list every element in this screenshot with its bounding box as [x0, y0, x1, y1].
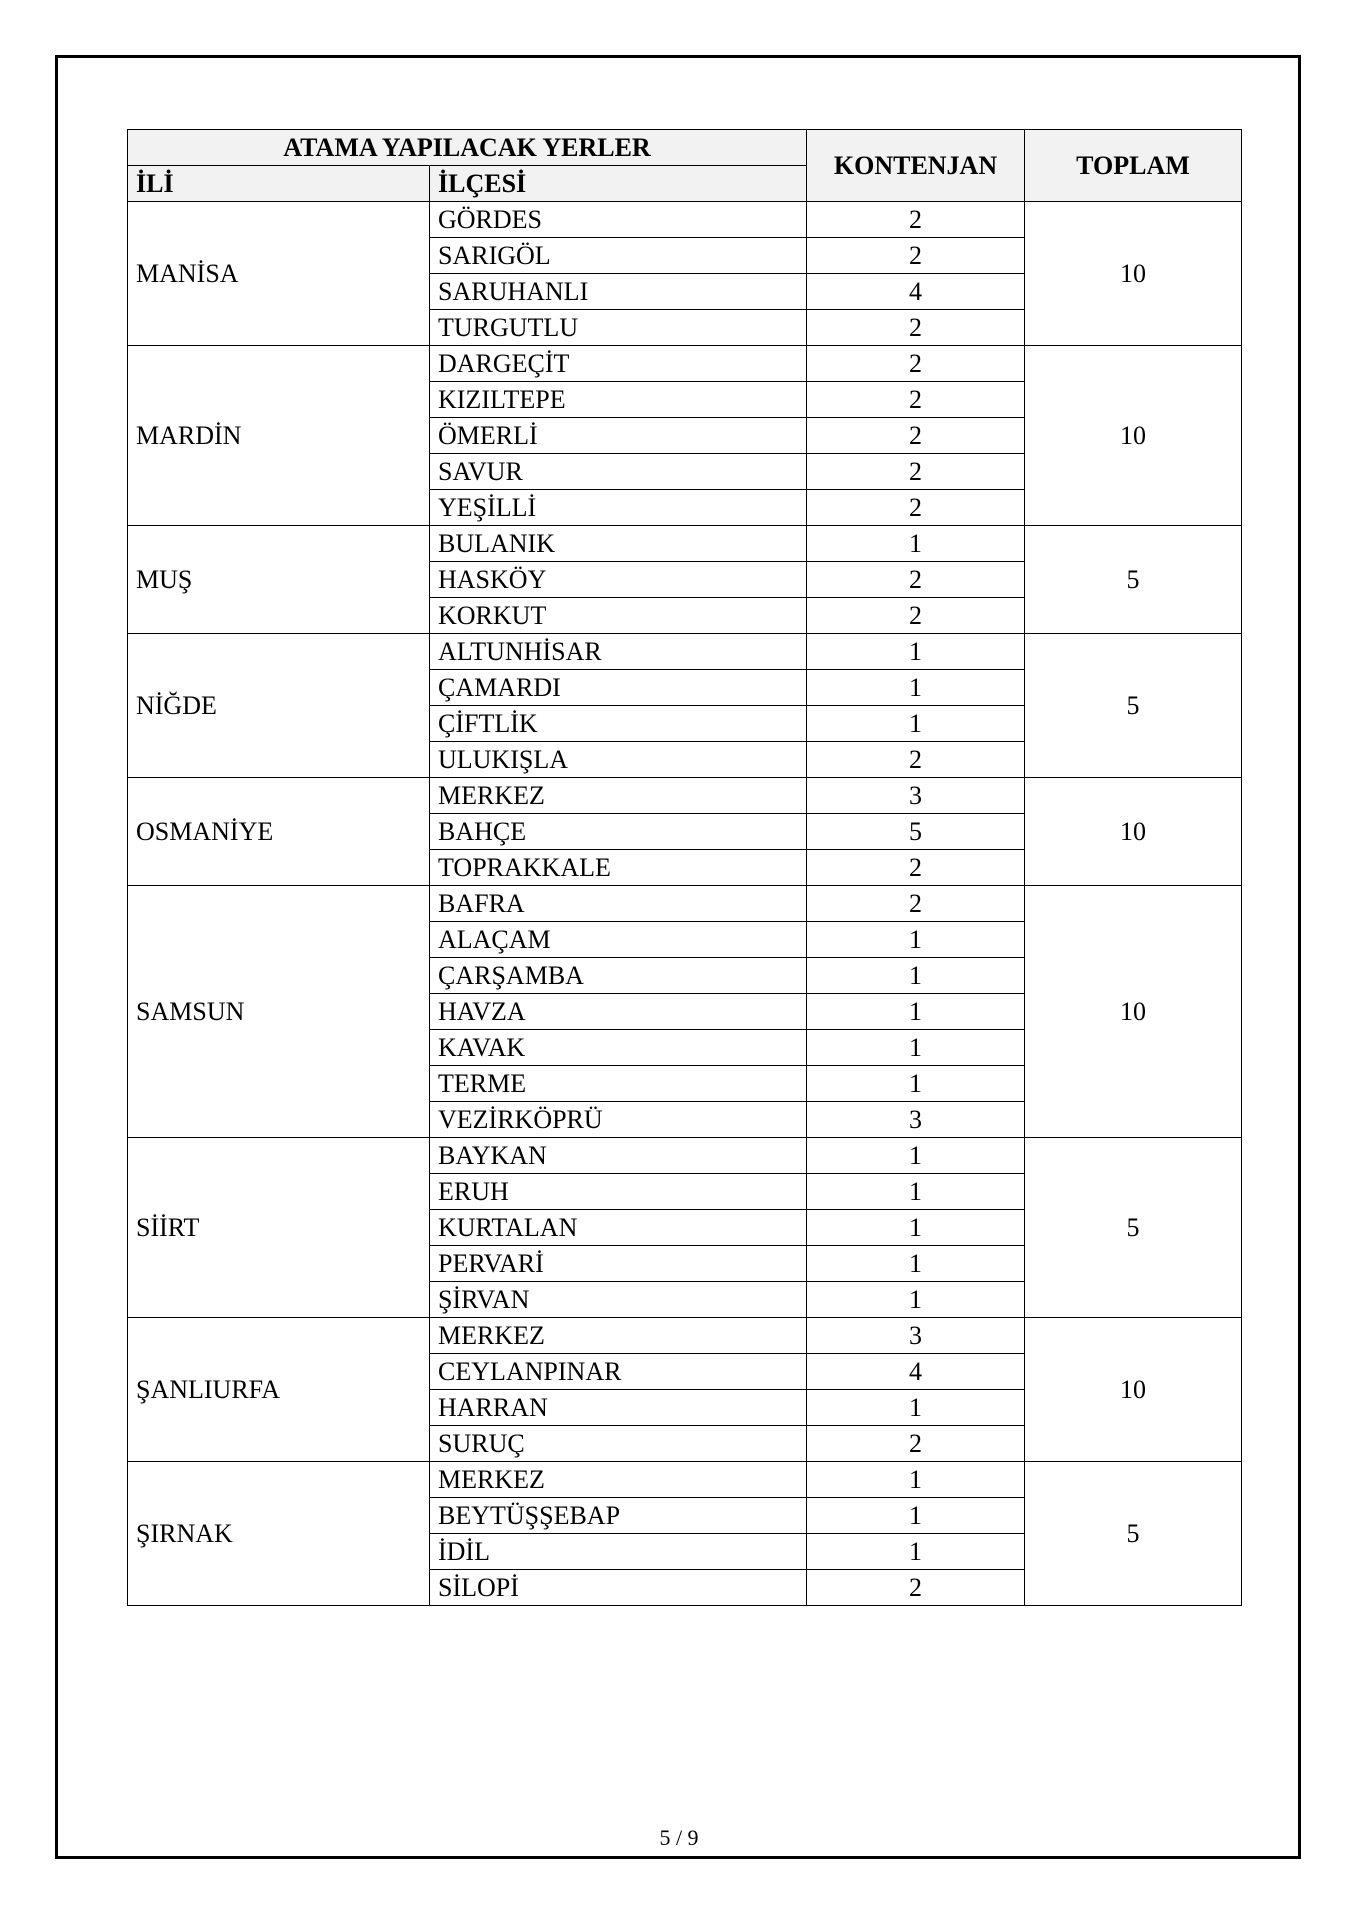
quota-cell: 4: [807, 274, 1025, 310]
district-cell: ÇAMARDI: [430, 670, 807, 706]
quota-cell: 2: [807, 562, 1025, 598]
quota-cell: 1: [807, 1174, 1025, 1210]
quota-cell: 2: [807, 382, 1025, 418]
quota-cell: 3: [807, 778, 1025, 814]
district-cell: BULANIK: [430, 526, 807, 562]
quota-cell: 3: [807, 1102, 1025, 1138]
quota-cell: 2: [807, 598, 1025, 634]
header-kontenjan: KONTENJAN: [807, 130, 1025, 202]
province-cell: NİĞDE: [128, 634, 430, 778]
district-cell: MERKEZ: [430, 1318, 807, 1354]
table-row: [128, 634, 1242, 670]
assignment-table: [127, 129, 1242, 1606]
total-cell: 10: [1025, 886, 1242, 1138]
table-row: [128, 526, 1242, 562]
district-cell: HASKÖY: [430, 562, 807, 598]
quota-cell: 1: [807, 1030, 1025, 1066]
total-cell: 10: [1025, 1318, 1242, 1462]
quota-cell: 1: [807, 922, 1025, 958]
quota-cell: 2: [807, 1426, 1025, 1462]
district-cell: YEŞİLLİ: [430, 490, 807, 526]
quota-cell: 1: [807, 1210, 1025, 1246]
district-cell: ÇİFTLİK: [430, 706, 807, 742]
quota-cell: 1: [807, 1462, 1025, 1498]
district-cell: İDİL: [430, 1534, 807, 1570]
district-cell: ERUH: [430, 1174, 807, 1210]
province-cell: SİİRT: [128, 1138, 430, 1318]
district-cell: SAVUR: [430, 454, 807, 490]
page-number: 5 / 9: [659, 1825, 699, 1850]
quota-cell: 2: [807, 454, 1025, 490]
district-cell: KIZILTEPE: [430, 382, 807, 418]
province-cell: ŞIRNAK: [128, 1462, 430, 1606]
header-toplam: TOPLAM: [1025, 130, 1242, 202]
quota-cell: 1: [807, 1390, 1025, 1426]
quota-cell: 1: [807, 634, 1025, 670]
district-cell: TURGUTLU: [430, 310, 807, 346]
quota-cell: 2: [807, 238, 1025, 274]
total-cell: 10: [1025, 202, 1242, 346]
province-cell: SAMSUN: [128, 886, 430, 1138]
table-header: [128, 130, 1242, 202]
quota-cell: 5: [807, 814, 1025, 850]
quota-cell: 2: [807, 850, 1025, 886]
quota-cell: 4: [807, 1354, 1025, 1390]
quota-cell: 2: [807, 202, 1025, 238]
district-cell: SARUHANLI: [430, 274, 807, 310]
table-row: [128, 778, 1242, 814]
quota-cell: 1: [807, 994, 1025, 1030]
table-body: [128, 202, 1242, 1606]
district-cell: BAYKAN: [430, 1138, 807, 1174]
district-cell: HAVZA: [430, 994, 807, 1030]
district-cell: ALTUNHİSAR: [430, 634, 807, 670]
district-cell: KAVAK: [430, 1030, 807, 1066]
province-cell: MARDİN: [128, 346, 430, 526]
table-row: [128, 886, 1242, 922]
quota-cell: 1: [807, 1498, 1025, 1534]
quota-cell: 2: [807, 886, 1025, 922]
quota-cell: 1: [807, 1534, 1025, 1570]
total-cell: 5: [1025, 1138, 1242, 1318]
quota-cell: 1: [807, 1246, 1025, 1282]
district-cell: PERVARİ: [430, 1246, 807, 1282]
quota-cell: 1: [807, 1138, 1025, 1174]
table-row: [128, 346, 1242, 382]
district-cell: TOPRAKKALE: [430, 850, 807, 886]
district-cell: CEYLANPINAR: [430, 1354, 807, 1390]
district-cell: SİLOPİ: [430, 1570, 807, 1606]
district-cell: ÇARŞAMBA: [430, 958, 807, 994]
table-row: [128, 1138, 1242, 1174]
quota-cell: 2: [807, 1570, 1025, 1606]
district-cell: ALAÇAM: [430, 922, 807, 958]
district-cell: ÖMERLİ: [430, 418, 807, 454]
district-cell: MERKEZ: [430, 778, 807, 814]
district-cell: BAFRA: [430, 886, 807, 922]
total-cell: 5: [1025, 1462, 1242, 1606]
district-cell: HARRAN: [430, 1390, 807, 1426]
district-cell: MERKEZ: [430, 1462, 807, 1498]
header-il: İLİ: [128, 166, 430, 202]
total-cell: 5: [1025, 526, 1242, 634]
district-cell: ŞİRVAN: [430, 1282, 807, 1318]
quota-cell: 2: [807, 418, 1025, 454]
quota-cell: 2: [807, 346, 1025, 382]
district-cell: DARGEÇİT: [430, 346, 807, 382]
province-cell: OSMANİYE: [128, 778, 430, 886]
district-cell: ULUKIŞLA: [430, 742, 807, 778]
province-cell: ŞANLIURFA: [128, 1318, 430, 1462]
table-row: [128, 202, 1242, 238]
quota-cell: 1: [807, 1066, 1025, 1102]
district-cell: VEZİRKÖPRÜ: [430, 1102, 807, 1138]
province-cell: MUŞ: [128, 526, 430, 634]
header-ilce: İLÇESİ: [430, 166, 807, 202]
quota-cell: 1: [807, 706, 1025, 742]
province-cell: MANİSA: [128, 202, 430, 346]
total-cell: 10: [1025, 778, 1242, 886]
quota-cell: 1: [807, 526, 1025, 562]
district-cell: TERME: [430, 1066, 807, 1102]
quota-cell: 2: [807, 490, 1025, 526]
quota-cell: 2: [807, 310, 1025, 346]
header-group-title: ATAMA YAPILACAK YERLER: [128, 130, 807, 166]
district-cell: BAHÇE: [430, 814, 807, 850]
table-row: [128, 1462, 1242, 1498]
quota-cell: 3: [807, 1318, 1025, 1354]
total-cell: 5: [1025, 634, 1242, 778]
district-cell: GÖRDES: [430, 202, 807, 238]
quota-cell: 2: [807, 742, 1025, 778]
district-cell: SARIGÖL: [430, 238, 807, 274]
table-row: [128, 1318, 1242, 1354]
district-cell: BEYTÜŞŞEBAP: [430, 1498, 807, 1534]
quota-cell: 1: [807, 1282, 1025, 1318]
district-cell: SURUÇ: [430, 1426, 807, 1462]
quota-cell: 1: [807, 670, 1025, 706]
district-cell: KURTALAN: [430, 1210, 807, 1246]
district-cell: KORKUT: [430, 598, 807, 634]
total-cell: 10: [1025, 346, 1242, 526]
quota-cell: 1: [807, 958, 1025, 994]
